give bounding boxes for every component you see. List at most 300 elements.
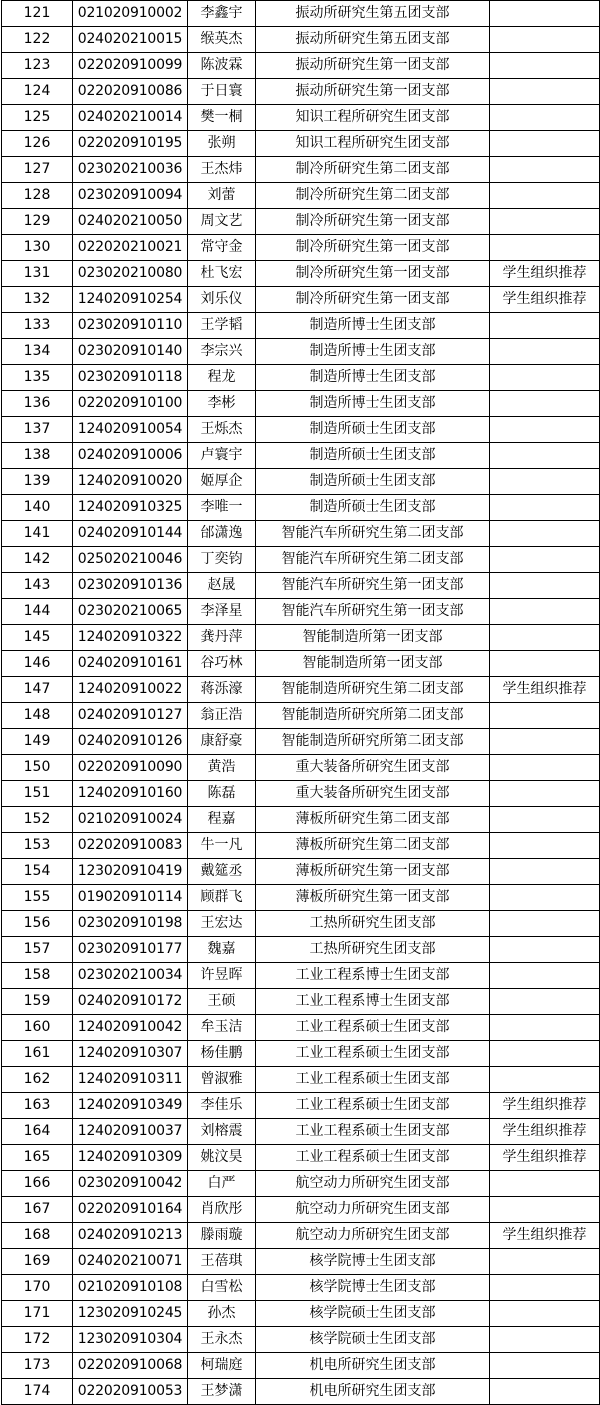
- table-row: [2, 859, 600, 885]
- row-number-cell: 160: [2, 1015, 73, 1041]
- student-id-cell: 024020910213: [73, 1223, 188, 1249]
- table-row: [2, 27, 600, 53]
- row-number-cell: 166: [2, 1171, 73, 1197]
- branch-cell: 智能汽车所研究生第二团支部: [256, 521, 490, 547]
- table-row: [2, 807, 600, 833]
- branch-cell: 核学院硕士生团支部: [256, 1301, 490, 1327]
- branch-cell: 制造所硕士生团支部: [256, 443, 490, 469]
- row-number-cell: 168: [2, 1223, 73, 1249]
- remark-cell: 学生组织推荐: [490, 1093, 600, 1119]
- table-row: [2, 157, 600, 183]
- student-name-cell: 谷巧林: [188, 651, 256, 677]
- student-id-cell: 023020910177: [73, 937, 188, 963]
- remark-cell: [490, 339, 600, 365]
- branch-cell: 制造所博士生团支部: [256, 339, 490, 365]
- branch-cell: 工业工程系硕士生团支部: [256, 1093, 490, 1119]
- row-number-cell: 133: [2, 313, 73, 339]
- student-name-cell: 李泽星: [188, 599, 256, 625]
- row-number-cell: 143: [2, 573, 73, 599]
- student-name-cell: 李佳乐: [188, 1093, 256, 1119]
- remark-cell: [490, 183, 600, 209]
- table-row: [2, 781, 600, 807]
- student-name-cell: 王梦潇: [188, 1379, 256, 1405]
- branch-cell: 振动所研究生第五团支部: [256, 1, 490, 27]
- student-name-cell: 张朔: [188, 131, 256, 157]
- table-row: [2, 1145, 600, 1171]
- remark-cell: [490, 27, 600, 53]
- remark-cell: [490, 209, 600, 235]
- student-id-cell: 024020210071: [73, 1249, 188, 1275]
- table-row: [2, 1249, 600, 1275]
- branch-cell: 智能制造所第一团支部: [256, 651, 490, 677]
- remark-cell: [490, 365, 600, 391]
- table-row: [2, 209, 600, 235]
- row-number-cell: 135: [2, 365, 73, 391]
- student-name-cell: 龚丹萍: [188, 625, 256, 651]
- branch-cell: 制造所硕士生团支部: [256, 469, 490, 495]
- student-name-cell: 蒋泺濠: [188, 677, 256, 703]
- row-number-cell: 158: [2, 963, 73, 989]
- table-row: [2, 677, 600, 703]
- remark-cell: [490, 547, 600, 573]
- student-id-cell: 023020910140: [73, 339, 188, 365]
- row-number-cell: 167: [2, 1197, 73, 1223]
- student-name-cell: 刘乐仪: [188, 287, 256, 313]
- remark-cell: [490, 755, 600, 781]
- student-id-cell: 124020910160: [73, 781, 188, 807]
- branch-cell: 薄板所研究生第一团支部: [256, 885, 490, 911]
- row-number-cell: 124: [2, 79, 73, 105]
- table-row: [2, 989, 600, 1015]
- table-row: [2, 599, 600, 625]
- student-name-cell: 王杰炜: [188, 157, 256, 183]
- student-id-cell: 021020910108: [73, 1275, 188, 1301]
- member-list-table: [1, 0, 600, 1405]
- student-name-cell: 顾群飞: [188, 885, 256, 911]
- remark-cell: [490, 443, 600, 469]
- remark-cell: [490, 1171, 600, 1197]
- branch-cell: 制造所博士生团支部: [256, 313, 490, 339]
- remark-cell: [490, 53, 600, 79]
- row-number-cell: 152: [2, 807, 73, 833]
- row-number-cell: 153: [2, 833, 73, 859]
- table-row: [2, 1197, 600, 1223]
- branch-cell: 重大装备所研究生团支部: [256, 755, 490, 781]
- table-row: [2, 79, 600, 105]
- row-number-cell: 148: [2, 703, 73, 729]
- student-name-cell: 陈磊: [188, 781, 256, 807]
- remark-cell: 学生组织推荐: [490, 287, 600, 313]
- remark-cell: [490, 1015, 600, 1041]
- table-row: [2, 911, 600, 937]
- student-id-cell: 022020910195: [73, 131, 188, 157]
- student-name-cell: 姚汶昊: [188, 1145, 256, 1171]
- branch-cell: 工业工程系硕士生团支部: [256, 1015, 490, 1041]
- row-number-cell: 172: [2, 1327, 73, 1353]
- branch-cell: 工业工程系硕士生团支部: [256, 1067, 490, 1093]
- remark-cell: [490, 235, 600, 261]
- remark-cell: [490, 417, 600, 443]
- branch-cell: 智能制造所研究所第二团支部: [256, 703, 490, 729]
- branch-cell: 核学院博士生团支部: [256, 1275, 490, 1301]
- student-id-cell: 022020910086: [73, 79, 188, 105]
- student-name-cell: 黄浩: [188, 755, 256, 781]
- student-name-cell: 李彬: [188, 391, 256, 417]
- student-name-cell: 王硕: [188, 989, 256, 1015]
- table-row: [2, 313, 600, 339]
- student-id-cell: 023020910110: [73, 313, 188, 339]
- remark-cell: [490, 1197, 600, 1223]
- student-id-cell: 024020910006: [73, 443, 188, 469]
- remark-cell: [490, 729, 600, 755]
- student-id-cell: 023020910094: [73, 183, 188, 209]
- student-id-cell: 022020210021: [73, 235, 188, 261]
- student-id-cell: 021020910024: [73, 807, 188, 833]
- table-row: [2, 937, 600, 963]
- table-row: [2, 755, 600, 781]
- table-row: [2, 131, 600, 157]
- student-id-cell: 124020910022: [73, 677, 188, 703]
- remark-cell: [490, 391, 600, 417]
- remark-cell: [490, 1275, 600, 1301]
- remark-cell: [490, 131, 600, 157]
- student-id-cell: 023020210036: [73, 157, 188, 183]
- student-id-cell: 022020910100: [73, 391, 188, 417]
- table-row: [2, 365, 600, 391]
- remark-cell: [490, 651, 600, 677]
- student-id-cell: 024020210014: [73, 105, 188, 131]
- student-name-cell: 赵晟: [188, 573, 256, 599]
- student-id-cell: 124020910325: [73, 495, 188, 521]
- student-id-cell: 023020210034: [73, 963, 188, 989]
- branch-cell: 机电所研究生团支部: [256, 1353, 490, 1379]
- branch-cell: 制造所硕士生团支部: [256, 495, 490, 521]
- student-id-cell: 023020910136: [73, 573, 188, 599]
- student-id-cell: 124020910307: [73, 1041, 188, 1067]
- student-name-cell: 周文艺: [188, 209, 256, 235]
- student-id-cell: 124020910309: [73, 1145, 188, 1171]
- student-id-cell: 022020910090: [73, 755, 188, 781]
- row-number-cell: 150: [2, 755, 73, 781]
- table-row: [2, 443, 600, 469]
- student-id-cell: 022020910083: [73, 833, 188, 859]
- table-row: [2, 261, 600, 287]
- table-row: [2, 53, 600, 79]
- row-number-cell: 129: [2, 209, 73, 235]
- student-id-cell: 124020910037: [73, 1119, 188, 1145]
- row-number-cell: 173: [2, 1353, 73, 1379]
- row-number-cell: 134: [2, 339, 73, 365]
- row-number-cell: 145: [2, 625, 73, 651]
- student-id-cell: 024020910144: [73, 521, 188, 547]
- student-id-cell: 124020910322: [73, 625, 188, 651]
- remark-cell: [490, 599, 600, 625]
- table-row: [2, 1093, 600, 1119]
- remark-cell: [490, 781, 600, 807]
- student-id-cell: 024020910126: [73, 729, 188, 755]
- table-row: [2, 1223, 600, 1249]
- remark-cell: [490, 573, 600, 599]
- table-row: [2, 391, 600, 417]
- branch-cell: 工业工程系博士生团支部: [256, 989, 490, 1015]
- table-row: [2, 495, 600, 521]
- student-name-cell: 白雪松: [188, 1275, 256, 1301]
- branch-cell: 知识工程所研究生团支部: [256, 131, 490, 157]
- student-name-cell: 翁正浩: [188, 703, 256, 729]
- remark-cell: [490, 833, 600, 859]
- student-id-cell: 024020210050: [73, 209, 188, 235]
- table-body: [2, 1, 600, 1405]
- branch-cell: 工热所研究生团支部: [256, 937, 490, 963]
- remark-cell: 学生组织推荐: [490, 261, 600, 287]
- student-name-cell: 杜飞宏: [188, 261, 256, 287]
- branch-cell: 航空动力所研究生团支部: [256, 1223, 490, 1249]
- student-id-cell: 024020210015: [73, 27, 188, 53]
- remark-cell: [490, 1301, 600, 1327]
- student-id-cell: 124020910054: [73, 417, 188, 443]
- table-row: [2, 885, 600, 911]
- branch-cell: 制冷所研究生第一团支部: [256, 209, 490, 235]
- row-number-cell: 126: [2, 131, 73, 157]
- branch-cell: 制造所硕士生团支部: [256, 417, 490, 443]
- row-number-cell: 141: [2, 521, 73, 547]
- row-number-cell: 170: [2, 1275, 73, 1301]
- student-id-cell: 021020910002: [73, 1, 188, 27]
- row-number-cell: 161: [2, 1041, 73, 1067]
- student-name-cell: 康舒豪: [188, 729, 256, 755]
- remark-cell: [490, 1067, 600, 1093]
- remark-cell: [490, 703, 600, 729]
- table-row: [2, 1, 600, 27]
- branch-cell: 振动所研究生第一团支部: [256, 79, 490, 105]
- remark-cell: [490, 1249, 600, 1275]
- row-number-cell: 149: [2, 729, 73, 755]
- student-name-cell: 王永杰: [188, 1327, 256, 1353]
- branch-cell: 薄板所研究生第二团支部: [256, 807, 490, 833]
- remark-cell: 学生组织推荐: [490, 677, 600, 703]
- branch-cell: 机电所研究生团支部: [256, 1379, 490, 1405]
- branch-cell: 核学院硕士生团支部: [256, 1327, 490, 1353]
- student-name-cell: 樊一桐: [188, 105, 256, 131]
- student-id-cell: 022020910068: [73, 1353, 188, 1379]
- branch-cell: 智能汽车所研究生第二团支部: [256, 547, 490, 573]
- table-row: [2, 417, 600, 443]
- student-name-cell: 牟玉洁: [188, 1015, 256, 1041]
- student-name-cell: 杨佳鹏: [188, 1041, 256, 1067]
- student-name-cell: 白严: [188, 1171, 256, 1197]
- remark-cell: [490, 625, 600, 651]
- branch-cell: 制冷所研究生第一团支部: [256, 287, 490, 313]
- table-row: [2, 235, 600, 261]
- row-number-cell: 164: [2, 1119, 73, 1145]
- row-number-cell: 171: [2, 1301, 73, 1327]
- branch-cell: 制冷所研究生第一团支部: [256, 235, 490, 261]
- table-row: [2, 1015, 600, 1041]
- row-number-cell: 130: [2, 235, 73, 261]
- row-number-cell: 162: [2, 1067, 73, 1093]
- row-number-cell: 136: [2, 391, 73, 417]
- row-number-cell: 127: [2, 157, 73, 183]
- student-name-cell: 程龙: [188, 365, 256, 391]
- student-name-cell: 王学韬: [188, 313, 256, 339]
- student-id-cell: 019020910114: [73, 885, 188, 911]
- row-number-cell: 122: [2, 27, 73, 53]
- student-name-cell: 邰潇逸: [188, 521, 256, 547]
- student-id-cell: 023020210080: [73, 261, 188, 287]
- row-number-cell: 121: [2, 1, 73, 27]
- student-name-cell: 李唯一: [188, 495, 256, 521]
- branch-cell: 薄板所研究生第一团支部: [256, 859, 490, 885]
- student-name-cell: 许昱晖: [188, 963, 256, 989]
- table-row: [2, 183, 600, 209]
- student-name-cell: 李宗兴: [188, 339, 256, 365]
- student-name-cell: 曾淑雅: [188, 1067, 256, 1093]
- student-name-cell: 丁奕钧: [188, 547, 256, 573]
- remark-cell: [490, 807, 600, 833]
- branch-cell: 航空动力所研究生团支部: [256, 1197, 490, 1223]
- row-number-cell: 144: [2, 599, 73, 625]
- remark-cell: [490, 105, 600, 131]
- student-name-cell: 姬厚企: [188, 469, 256, 495]
- student-id-cell: 124020910042: [73, 1015, 188, 1041]
- row-number-cell: 138: [2, 443, 73, 469]
- table-row: [2, 1041, 600, 1067]
- row-number-cell: 132: [2, 287, 73, 313]
- row-number-cell: 156: [2, 911, 73, 937]
- student-name-cell: 程嘉: [188, 807, 256, 833]
- student-name-cell: 牛一凡: [188, 833, 256, 859]
- table-row: [2, 1119, 600, 1145]
- table-row: [2, 625, 600, 651]
- student-id-cell: 023020910198: [73, 911, 188, 937]
- table-row: [2, 1301, 600, 1327]
- student-name-cell: 柯瑞庭: [188, 1353, 256, 1379]
- row-number-cell: 142: [2, 547, 73, 573]
- remark-cell: 学生组织推荐: [490, 1223, 600, 1249]
- branch-cell: 振动所研究生第一团支部: [256, 53, 490, 79]
- remark-cell: [490, 963, 600, 989]
- remark-cell: 学生组织推荐: [490, 1119, 600, 1145]
- branch-cell: 工业工程系硕士生团支部: [256, 1145, 490, 1171]
- remark-cell: [490, 1327, 600, 1353]
- branch-cell: 工业工程系硕士生团支部: [256, 1119, 490, 1145]
- row-number-cell: 157: [2, 937, 73, 963]
- student-id-cell: 022020910053: [73, 1379, 188, 1405]
- table-row: [2, 729, 600, 755]
- student-name-cell: 滕雨璇: [188, 1223, 256, 1249]
- remark-cell: [490, 157, 600, 183]
- remark-cell: [490, 911, 600, 937]
- table-row: [2, 573, 600, 599]
- remark-cell: 学生组织推荐: [490, 1145, 600, 1171]
- branch-cell: 工业工程系硕士生团支部: [256, 1041, 490, 1067]
- student-name-cell: 王蓓琪: [188, 1249, 256, 1275]
- remark-cell: [490, 469, 600, 495]
- branch-cell: 工业工程系博士生团支部: [256, 963, 490, 989]
- row-number-cell: 146: [2, 651, 73, 677]
- table-row: [2, 469, 600, 495]
- student-id-cell: 024020910172: [73, 989, 188, 1015]
- student-id-cell: 023020910118: [73, 365, 188, 391]
- branch-cell: 重大装备所研究生团支部: [256, 781, 490, 807]
- remark-cell: [490, 989, 600, 1015]
- branch-cell: 航空动力所研究生团支部: [256, 1171, 490, 1197]
- branch-cell: 薄板所研究生第二团支部: [256, 833, 490, 859]
- remark-cell: [490, 1379, 600, 1405]
- row-number-cell: 169: [2, 1249, 73, 1275]
- row-number-cell: 159: [2, 989, 73, 1015]
- branch-cell: 智能制造所研究生第二团支部: [256, 677, 490, 703]
- remark-cell: [490, 1, 600, 27]
- student-name-cell: 肖欣彤: [188, 1197, 256, 1223]
- row-number-cell: 155: [2, 885, 73, 911]
- row-number-cell: 123: [2, 53, 73, 79]
- student-id-cell: 022020910164: [73, 1197, 188, 1223]
- table-row: [2, 703, 600, 729]
- table-row: [2, 547, 600, 573]
- student-id-cell: 123020910304: [73, 1327, 188, 1353]
- student-name-cell: 于日寰: [188, 79, 256, 105]
- table-row: [2, 1171, 600, 1197]
- row-number-cell: 147: [2, 677, 73, 703]
- student-name-cell: 刘榕震: [188, 1119, 256, 1145]
- branch-cell: 知识工程所研究生团支部: [256, 105, 490, 131]
- branch-cell: 振动所研究生第五团支部: [256, 27, 490, 53]
- table-row: [2, 287, 600, 313]
- row-number-cell: 139: [2, 469, 73, 495]
- student-name-cell: 魏嘉: [188, 937, 256, 963]
- row-number-cell: 128: [2, 183, 73, 209]
- student-id-cell: 025020210046: [73, 547, 188, 573]
- student-name-cell: 常守金: [188, 235, 256, 261]
- student-id-cell: 024020910161: [73, 651, 188, 677]
- table-row: [2, 1327, 600, 1353]
- branch-cell: 制冷所研究生第二团支部: [256, 157, 490, 183]
- remark-cell: [490, 859, 600, 885]
- remark-cell: [490, 79, 600, 105]
- student-id-cell: 022020910099: [73, 53, 188, 79]
- branch-cell: 工热所研究生团支部: [256, 911, 490, 937]
- row-number-cell: 154: [2, 859, 73, 885]
- student-id-cell: 123020910419: [73, 859, 188, 885]
- row-number-cell: 174: [2, 1379, 73, 1405]
- row-number-cell: 163: [2, 1093, 73, 1119]
- table-row: [2, 339, 600, 365]
- row-number-cell: 151: [2, 781, 73, 807]
- remark-cell: [490, 885, 600, 911]
- table-row: [2, 651, 600, 677]
- student-id-cell: 124020910311: [73, 1067, 188, 1093]
- branch-cell: 制造所博士生团支部: [256, 365, 490, 391]
- row-number-cell: 125: [2, 105, 73, 131]
- branch-cell: 智能汽车所研究生第一团支部: [256, 599, 490, 625]
- student-id-cell: 124020910254: [73, 287, 188, 313]
- student-name-cell: 李鑫宇: [188, 1, 256, 27]
- table-row: [2, 833, 600, 859]
- table-row: [2, 1275, 600, 1301]
- student-name-cell: 王宏达: [188, 911, 256, 937]
- remark-cell: [490, 521, 600, 547]
- branch-cell: 智能汽车所研究生第一团支部: [256, 573, 490, 599]
- student-id-cell: 024020910127: [73, 703, 188, 729]
- student-name-cell: 孙杰: [188, 1301, 256, 1327]
- branch-cell: 核学院博士生团支部: [256, 1249, 490, 1275]
- table-row: [2, 1353, 600, 1379]
- table-row: [2, 1379, 600, 1405]
- student-name-cell: 卢寰宇: [188, 443, 256, 469]
- student-id-cell: 023020910042: [73, 1171, 188, 1197]
- table-row: [2, 1067, 600, 1093]
